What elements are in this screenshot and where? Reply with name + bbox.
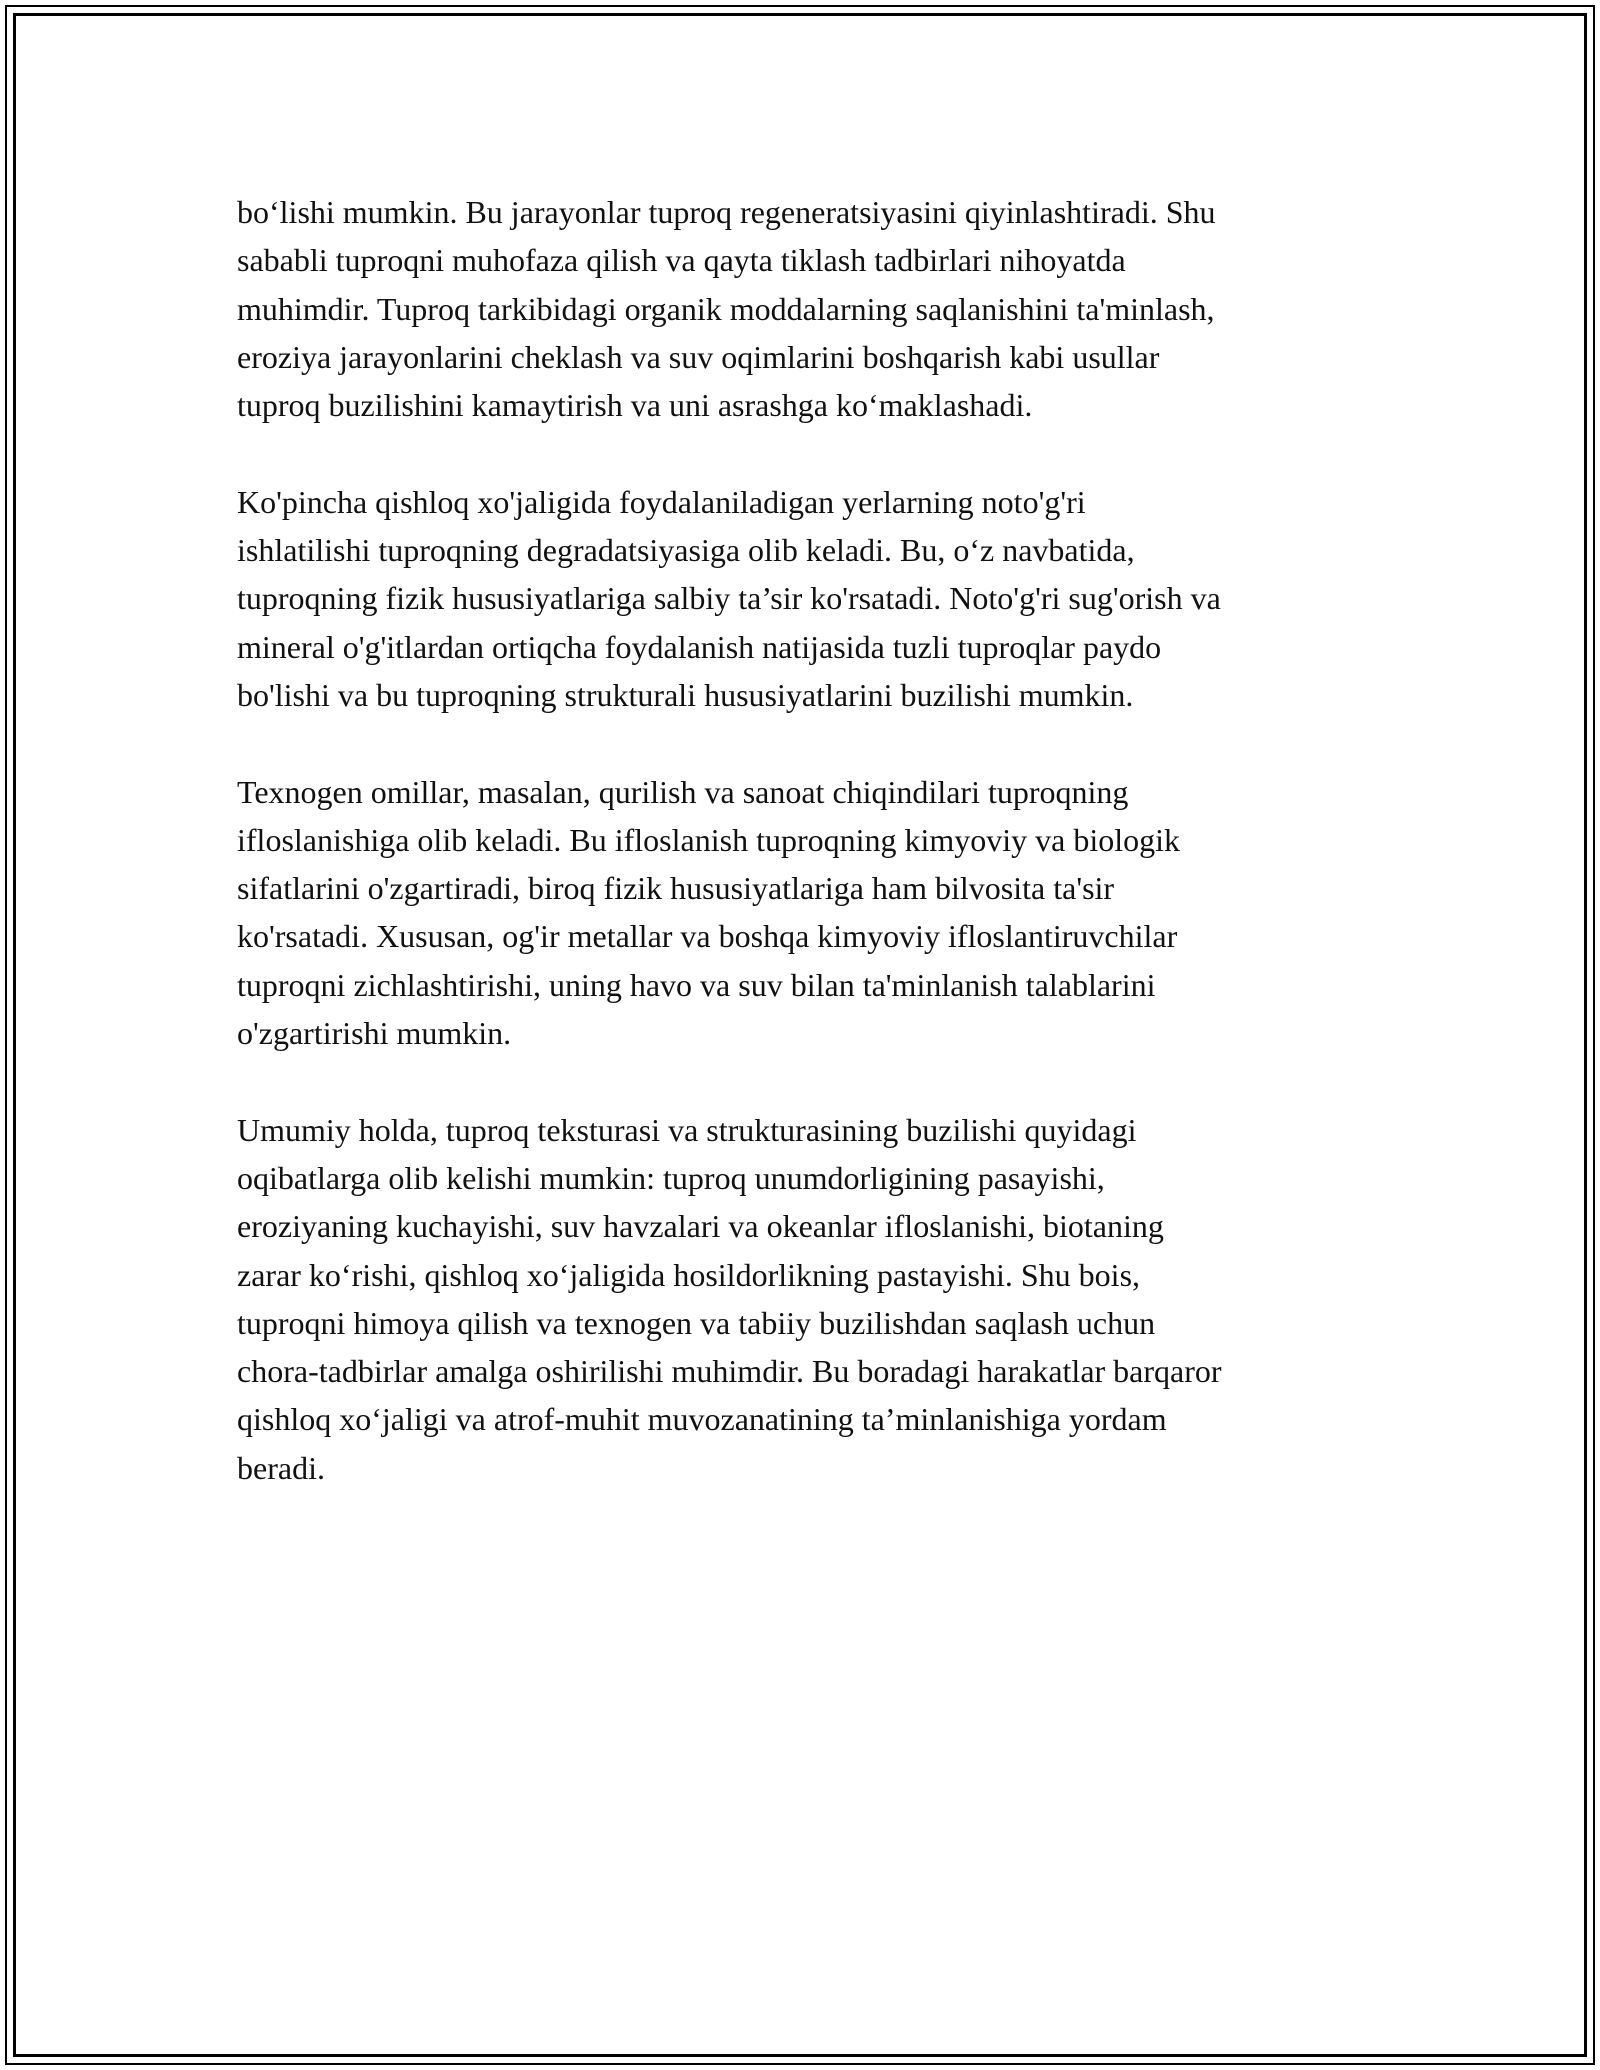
paragraph-1 — [237, 188, 1377, 429]
text-line: tuproq buzilishini kamaytirish va uni asrashga ko‘maklashadi. — [237, 387, 1033, 424]
text-line: Texnogen omillar, masalan, qurilish va sanoat chiqindilari tuproqning — [237, 773, 1129, 810]
text-line: tuproqni himoya qilish va texnogen va tabiiy buzilishdan saqlash uchun — [237, 1304, 1156, 1341]
text-line: Umumiy holda, tuproq teksturasi va strukturasining buzilishi quyidagi — [237, 1111, 1137, 1148]
text-line: bo‘lishi mumkin. Bu jarayonlar tuproq regeneratsiyasini qiyinlashtiradi. Shu — [237, 194, 1216, 230]
paragraph-2 — [237, 478, 1377, 719]
document-body — [237, 188, 1377, 1540]
text-line: muhimdir. Tuproq tarkibidagi organik moddalarning saqlanishini ta'minlash, — [237, 290, 1215, 327]
text-line: tuproqning fizik hususiyatlariga salbiy ta’sir ko'rsatadi. Noto'g'ri sug'orish va — [237, 580, 1221, 617]
text-line: tuproqni zichlashtirishi, uning havo va suv bilan ta'minlanish talablarini — [237, 966, 1156, 1003]
text-line: ifloslanishiga olib keladi. Bu ifloslanish tuproqning kimyoviy va biologik — [237, 821, 1181, 858]
text-line: ko'rsatadi. Xususan, og'ir metallar va boshqa kimyoviy ifloslantiruvchilar — [237, 918, 1178, 955]
text-line: bo'lishi va bu tuproqning strukturali hususiyatlarini buzilishi mumkin. — [237, 676, 1134, 713]
text-line: o'zgartirishi mumkin. — [237, 1015, 512, 1052]
text-line: qishloq xo‘jaligi va atrof-muhit muvozanatining ta’minlanishiga yordam — [237, 1401, 1167, 1438]
text-line: zarar ko‘rishi, qishloq xo‘jaligida hosildorlikning pastayishi. Shu bois, — [237, 1256, 1141, 1293]
text-line: chora-tadbirlar amalga oshirilishi muhimdir. Bu boradagi harakatlar barqaror — [237, 1353, 1222, 1390]
text-line: Ko'pincha qishloq xo'jaligida foydalaniladigan yerlarning noto'g'ri — [237, 483, 1086, 520]
paragraph-3 — [237, 768, 1377, 1058]
text-line: ishlatilishi tuproqning degradatsiyasiga olib keladi. Bu, o‘z navbatida, — [237, 532, 1135, 569]
text-line: beradi. — [237, 1449, 325, 1486]
text-line: sifatlarini o'zgartiradi, biroq fizik hususiyatlariga ham bilvosita ta'sir — [237, 870, 1115, 907]
text-line: mineral o'g'itlardan ortiqcha foydalanish natijasida tuzli tuproqlar paydo — [237, 628, 1162, 665]
text-line: eroziya jarayonlarini cheklash va suv oqimlarini boshqarish kabi usullar — [237, 338, 1160, 375]
text-line: eroziyaning kuchayishi, suv havzalari va okeanlar ifloslanishi, biotaning — [237, 1208, 1164, 1245]
text-line: oqibatlarga olib kelishi mumkin: tuproq unumdorligining pasayishi, — [237, 1159, 1105, 1196]
text-line: sababli tuproqni muhofaza qilish va qayta tiklash tadbirlari nihoyatda — [237, 242, 1126, 279]
paragraph-4 — [237, 1106, 1377, 1492]
